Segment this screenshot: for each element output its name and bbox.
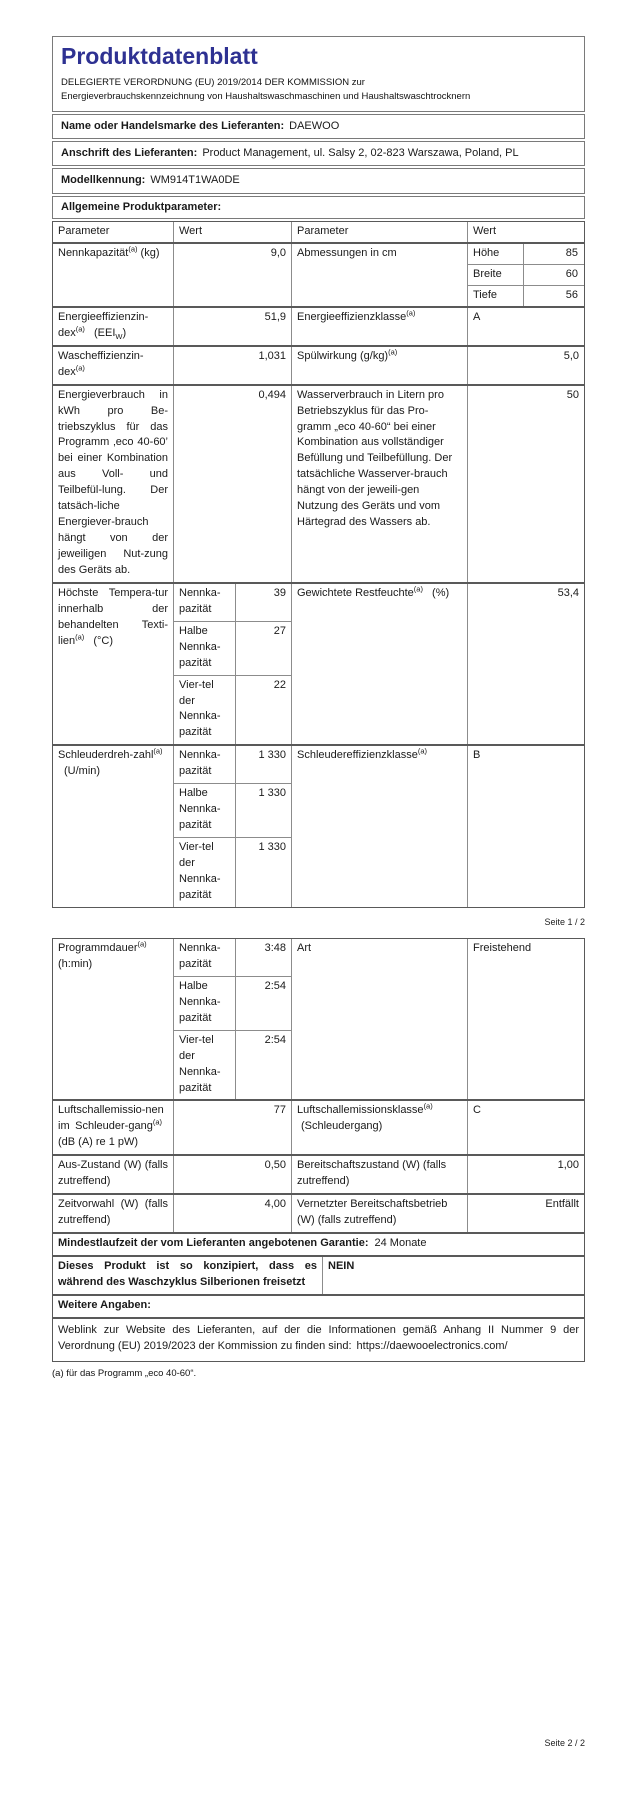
- footnote-ref: (a): [413, 584, 423, 594]
- weblink-cell: [53, 1319, 584, 1361]
- row-energieverbrauch: [53, 384, 584, 582]
- cap-key: Halbe Nennka-pazität: [179, 979, 221, 1024]
- luftschall-label: [53, 1101, 173, 1154]
- bereitschaft-value: 1,00: [467, 1156, 584, 1193]
- cap-value: 39: [235, 584, 291, 621]
- row-energieeffizienzindex: [53, 306, 584, 345]
- dim-key: Höhe: [473, 247, 500, 260]
- supplier-brand-label: Name oder Handelsmarke des Lieferanten:: [61, 119, 285, 132]
- label-unit: (%): [428, 586, 450, 599]
- cap-value: 22: [235, 676, 291, 745]
- aus-zustand-label: Aus-Zustand (W) (falls zutreffend): [58, 1159, 168, 1188]
- cap-key: Nennka-pazität: [179, 586, 221, 615]
- cap-key: Vier-tel der Nennka-pazität: [179, 678, 221, 739]
- vernetzter-label: Vernetzter Bereitschaftsbetrieb (W) (falls zutreffend): [291, 1195, 467, 1232]
- row-schleuderdrehzahl: [53, 744, 584, 906]
- label-text: Energieeffizienzin-dex: [58, 310, 149, 339]
- aus-zustand-value: 0,50: [173, 1156, 291, 1193]
- label-text: Wascheffizienzin-dex: [58, 349, 144, 378]
- silberionen-value: NEIN: [322, 1257, 584, 1294]
- programmdauer-label: [53, 939, 173, 1099]
- header-wert-1: Wert: [173, 222, 291, 242]
- header-parameter-1: Parameter: [58, 225, 110, 238]
- footnote-ref: (a): [406, 308, 416, 318]
- row-wascheffizienzindex: [53, 345, 584, 384]
- art-value: Freistehend: [467, 939, 584, 1099]
- energieeffizienzklasse-value: A: [467, 308, 584, 345]
- cap-row-viertel: [174, 837, 291, 907]
- parameter-table-page2: [52, 938, 585, 1362]
- row-zeitvorwahl: [53, 1193, 584, 1232]
- doc-title: Produktdatenblatt: [61, 43, 258, 69]
- dim-row-tiefe: [468, 285, 584, 306]
- cap-row-viertel: [174, 675, 291, 745]
- table1-header-row: [53, 222, 584, 242]
- label-unit: (°C): [90, 634, 114, 647]
- eei-label: [53, 308, 173, 345]
- footnote-ref: (a): [388, 347, 398, 357]
- label-text: Spülwirkung (g/kg): [297, 349, 389, 362]
- cap-key: Vier-tel der Nennka-pazität: [179, 841, 221, 901]
- dim-value: 85: [523, 244, 584, 264]
- page1-footer: Seite 1 / 2: [544, 916, 585, 927]
- header-parameter-2: Parameter: [291, 222, 467, 242]
- label-text: Luftschallemissio-nen im Schleuder-gang: [58, 1104, 164, 1133]
- abmessungen-subtable: [467, 244, 584, 306]
- page-2: [52, 938, 585, 1379]
- temperatur-label: [53, 584, 173, 744]
- art-label: Art: [291, 939, 467, 1099]
- footnote-ref: (a): [75, 363, 85, 373]
- weblink-url: https://daewooelectronics.com/: [356, 1339, 508, 1352]
- wei-value: 1,031: [173, 347, 291, 384]
- page2-footer: Seite 2 / 2: [544, 1738, 585, 1748]
- page-1: [52, 36, 585, 927]
- row-luftschall: [53, 1099, 584, 1154]
- restfeuchte-value: 53,4: [467, 584, 584, 744]
- dim-key: Tiefe: [473, 288, 498, 301]
- label-text: Schleuderdreh-zahl: [58, 749, 154, 762]
- model-row: [52, 168, 585, 193]
- energieverbrauch-value: 0,494: [173, 386, 291, 582]
- cap-key: Vier-tel der Nennka-pazität: [179, 1033, 221, 1094]
- footnote-ref: (a): [423, 1101, 433, 1111]
- label-unit: (U/min): [64, 765, 101, 778]
- cap-value: 3:48: [235, 939, 291, 976]
- header-wert-2: Wert: [467, 222, 584, 242]
- cap-value: 1 330: [235, 838, 291, 907]
- label-line2: (Schleudergang): [301, 1120, 383, 1133]
- label-unit: (h:min): [58, 957, 93, 970]
- nennkapazitaet-label: [53, 244, 173, 306]
- footnote-ref: (a): [75, 324, 85, 334]
- footnote-ref: (a): [137, 939, 147, 949]
- cap-row-halb: [174, 783, 291, 837]
- dim-row-hoehe: [468, 244, 584, 264]
- cap-key: Nennka-pazität: [179, 749, 221, 778]
- model-label: Modellkennung:: [61, 174, 146, 187]
- label-text: Programmdauer: [58, 942, 138, 954]
- energieverbrauch-label: Energieverbrauch in kWh pro Be-triebszyklus für das Programm ‚eco 40-60’ bei einer Kombination aus Voll- und Teilbefül-lung. Der tatsäch-liche Energiever-brauch hängt von der jeweiligen Nut-zung des Geräts ab.: [58, 388, 168, 576]
- label-unit-close: ): [122, 326, 127, 339]
- cap-value: 27: [235, 622, 291, 675]
- general-parameters-heading: Allgemeine Produktparameter:: [52, 196, 585, 219]
- cap-key: Nennka-pazität: [179, 942, 221, 970]
- dim-value: 56: [523, 286, 584, 306]
- supplier-address-row: [52, 141, 585, 166]
- luftschall-value: 77: [173, 1101, 291, 1154]
- programmdauer-subtable: [173, 939, 291, 1099]
- garantie-value: 24 Monate: [374, 1237, 427, 1249]
- row-weblink: [53, 1317, 584, 1361]
- cap-key: Halbe Nennka-pazität: [179, 624, 221, 669]
- cap-value: 2:54: [235, 1031, 291, 1100]
- bereitschaft-label: Bereitschaftszustand (W) (falls zutreffend): [291, 1156, 467, 1193]
- label-unit: (EEI: [90, 326, 116, 339]
- label-text: Gewichtete Restfeuchte: [297, 586, 414, 599]
- energieeffizienzklasse-label: [291, 308, 467, 345]
- row-programmdauer: [53, 939, 584, 1099]
- schleuderklasse-label: [291, 746, 467, 906]
- row-aus-zustand: [53, 1154, 584, 1193]
- cap-row-nenn: [174, 584, 291, 621]
- model-value: WM914T1WA0DE: [150, 174, 240, 187]
- vernetzter-value: Entfällt: [467, 1195, 584, 1232]
- nennkapazitaet-value: 9,0: [173, 244, 291, 306]
- label-text: Energieeffizienzklasse: [297, 310, 407, 323]
- wasserverbrauch-label: Wasserverbrauch in Litern pro Betriebszyklus für das Pro-gramm „eco 40-60“ bei einer Kombination aus vollständiger Befüllung und Teilbefüllung. Der tatsächliche Wasserver-brauch hängt von der jeweili-gen Nutzung des Geräts und vom Härtegrad des Wassers ab.: [291, 386, 467, 582]
- spuelwirkung-value: 5,0: [467, 347, 584, 384]
- drehzahl-subtable: [173, 746, 291, 906]
- supplier-brand-row: [52, 114, 585, 139]
- wasserverbrauch-value: 50: [467, 386, 584, 582]
- label-text: Höchste Tempera-tur innerhalb der behandelten Texti-lien: [58, 586, 168, 647]
- label-unit: (dB (A) re 1 pW): [58, 1136, 139, 1149]
- abmessungen-label: Abmessungen in cm: [291, 244, 467, 306]
- footnote-a: (a) für das Programm „eco 40-60“.: [52, 1367, 197, 1379]
- cap-key: Halbe Nennka-pazität: [179, 787, 221, 832]
- garantie-cell: [53, 1234, 584, 1255]
- footnote-ref: (a): [153, 746, 163, 756]
- cap-value: 1 330: [235, 784, 291, 837]
- footnote-ref: (a): [417, 746, 428, 756]
- label-text: Schleudereffizienzklasse: [297, 749, 418, 762]
- weblink-text: Weblink zur Website des Lieferanten, auf der die Informationen gemäß Anhang II Nummer 9 der Verordnung (EU) 2019/2023 der Kommission zu finden sind:: [58, 1323, 579, 1352]
- garantie-label: Mindestlaufzeit der vom Lieferanten angebotenen Garantie:: [58, 1237, 369, 1249]
- cap-row-nenn: [174, 939, 291, 976]
- drehzahl-label: [53, 746, 173, 906]
- cap-value: 2:54: [235, 977, 291, 1030]
- cap-row-halb: [174, 621, 291, 675]
- supplier-brand-value: DAEWOO: [289, 119, 340, 132]
- regulation-line-1: DELEGIERTE VERORDNUNG (EU) 2019/2014 DER KOMMISSION zur: [61, 77, 365, 88]
- dim-key: Breite: [473, 268, 502, 280]
- row-nennkapazitaet: [53, 242, 584, 306]
- dim-row-breite: [468, 264, 584, 285]
- spuelwirkung-label: [291, 347, 467, 384]
- label-text: Nennkapazität: [58, 247, 129, 260]
- footnote-ref: (a): [128, 244, 138, 254]
- cap-row-nenn: [174, 746, 291, 783]
- eei-value: 51,9: [173, 308, 291, 345]
- dim-value: 60: [523, 265, 584, 285]
- row-garantie: [53, 1232, 584, 1255]
- weitere-angaben-label: Weitere Angaben:: [58, 1298, 151, 1311]
- supplier-address-label: Anschrift des Lieferanten:: [61, 146, 198, 159]
- cap-value: 1 330: [235, 746, 291, 783]
- regulation-line-2: Energieverbrauchskennzeichnung von Haushaltswaschmaschinen und Haushaltswaschtrocknern: [61, 91, 471, 103]
- label-text: Luftschallemissionsklasse: [297, 1104, 424, 1117]
- title-block: [52, 36, 585, 112]
- supplier-address-value: Product Management, ul. Salsy 2, 02-823 Warszawa, Poland, PL: [202, 146, 519, 159]
- schleuderklasse-value: B: [467, 746, 584, 906]
- zeitvorwahl-label: Zeitvorwahl (W) (falls zutreffend): [58, 1198, 168, 1227]
- footnote-ref: (a): [75, 632, 85, 642]
- temperatur-subtable: [173, 584, 291, 744]
- zeitvorwahl-value: 4,00: [173, 1195, 291, 1232]
- wei-label: [53, 347, 173, 384]
- luftschallklasse-label: [291, 1101, 467, 1154]
- footnote-ref: (a): [152, 1117, 162, 1127]
- cap-row-halb: [174, 976, 291, 1030]
- row-hoechste-temperatur: [53, 582, 584, 744]
- label-unit: (kg): [137, 247, 160, 260]
- row-silberionen: [53, 1255, 584, 1294]
- subscript: W: [115, 332, 123, 341]
- luftschallklasse-value: C: [467, 1101, 584, 1154]
- silberionen-label: Dieses Produkt ist so konzipiert, dass es während des Waschzyklus Silberionen freisetzt: [58, 1259, 317, 1288]
- row-weitere-angaben: [53, 1294, 584, 1317]
- cap-row-viertel: [174, 1030, 291, 1100]
- parameter-table-page1: [52, 221, 585, 908]
- restfeuchte-label: [291, 584, 467, 744]
